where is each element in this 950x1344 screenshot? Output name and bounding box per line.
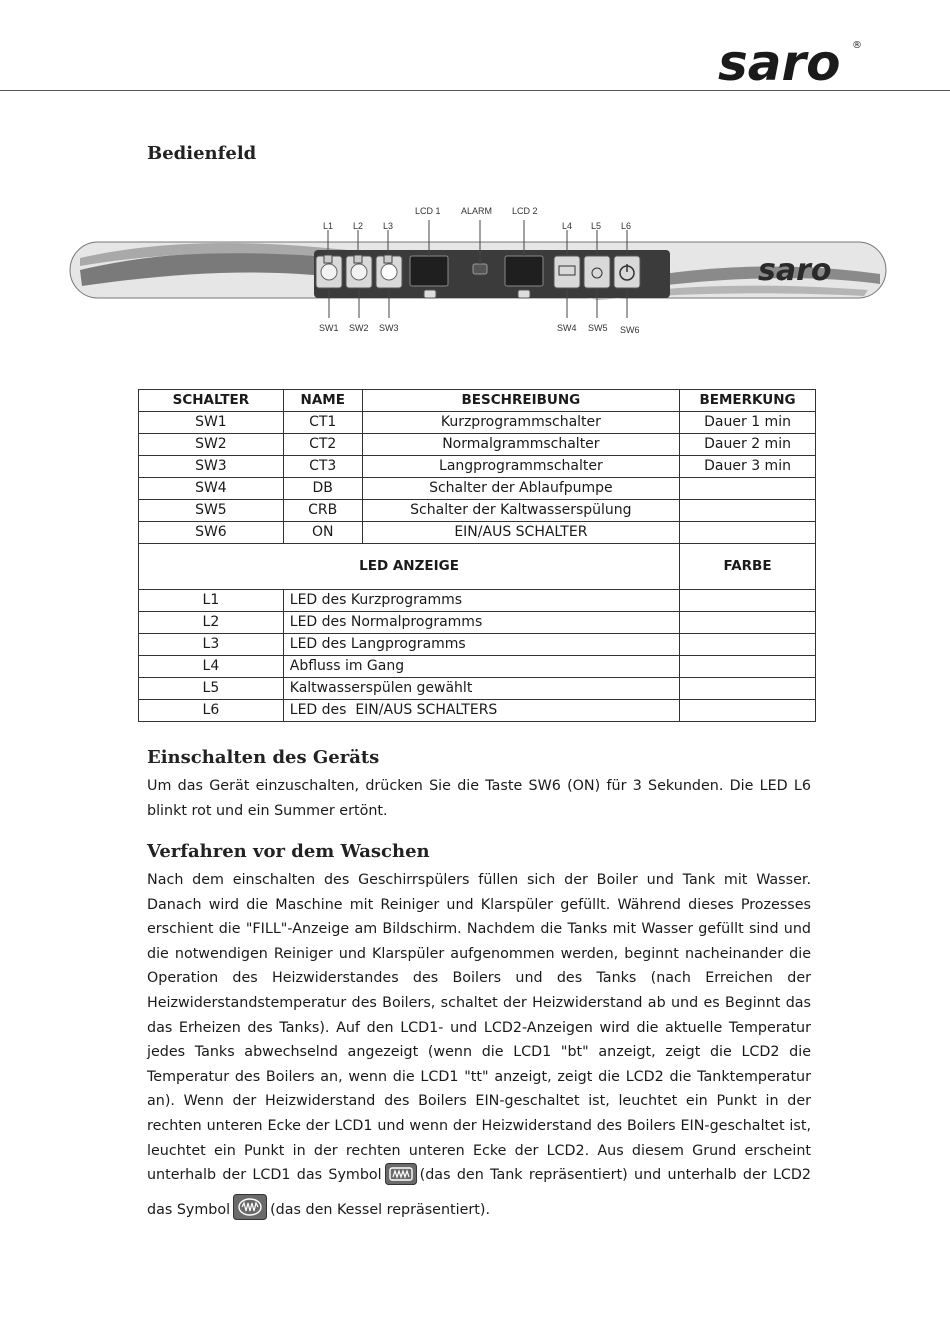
label-alarm: ALARM [461,206,493,216]
cell-bemerkung: Dauer 1 min [680,412,816,434]
cell-led-desc: LED des Normalprogramms [283,612,679,634]
cell-led-id: L4 [139,656,284,678]
label-l2: L2 [353,221,364,231]
header-farbe: FARBE [680,544,816,590]
header-bemerkung: BEMERKUNG [680,390,816,412]
label-l5: L5 [591,221,602,231]
verfahren-text-2: (das den Tank repräsentiert) und unterhalb der LCD2 das Symbol [147,1167,811,1218]
cell-led-id: L5 [139,678,284,700]
cell-bemerkung [680,478,816,500]
label-l1: L1 [323,221,334,231]
panel-brand: saro [758,253,832,288]
registered-mark: ® [852,40,862,51]
cell-name: DB [283,478,362,500]
cell-name: CRB [283,500,362,522]
cell-beschreibung: EIN/AUS SCHALTER [362,522,679,544]
label-lcd1: LCD 1 [415,206,441,216]
cell-led-id: L2 [139,612,284,634]
table-row [139,522,816,544]
label-l4: L4 [562,221,573,231]
cell-name: ON [283,522,362,544]
verfahren-paragraph [147,868,811,1228]
cell-led-id: L1 [139,590,284,612]
cell-led-desc: LED des Kurzprogramms [283,590,679,612]
led-row [139,590,816,612]
section-title-einschalten: Einschalten des Geräts [147,747,380,768]
header-led-anzeige: LED ANZEIGE [139,544,680,590]
cell-schalter: SW6 [139,522,284,544]
verfahren-text-3: (das den Kessel repräsentiert). [270,1201,491,1218]
cell-beschreibung: Schalter der Kaltwasserspülung [362,500,679,522]
cell-led-desc: LED des Langprogramms [283,634,679,656]
cell-led-desc: LED des EIN/AUS SCHALTERS [283,700,679,722]
cell-name: CT3 [283,456,362,478]
cell-schalter: SW4 [139,478,284,500]
led-row [139,700,816,722]
label-l6: L6 [621,221,632,231]
table-row [139,412,816,434]
cell-schalter: SW1 [139,412,284,434]
cell-bemerkung: Dauer 2 min [680,434,816,456]
table-header-row [139,390,816,412]
led-header-row [139,544,816,590]
cell-led-color [680,656,816,678]
cell-schalter: SW2 [139,434,284,456]
cell-led-id: L6 [139,700,284,722]
cell-led-color [680,590,816,612]
table-row [139,500,816,522]
section-title-verfahren: Verfahren vor dem Waschen [147,841,430,862]
control-panel-diagram [68,200,890,345]
label-sw3: SW3 [379,323,399,333]
cell-led-color [680,700,816,722]
einschalten-paragraph: Um das Gerät einzuschalten, drücken Sie die Taste SW6 (ON) für 3 Sekunden. Die LED L6 blinkt rot und ein Summer ertönt. [147,778,811,819]
cell-bemerkung [680,522,816,544]
label-sw2: SW2 [349,323,369,333]
table-row [139,478,816,500]
tank-heater-icon [385,1163,417,1194]
cell-schalter: SW3 [139,456,284,478]
saro-logo-text: saro [718,34,841,86]
cell-beschreibung: Kurzprogrammschalter [362,412,679,434]
cell-led-color [680,634,816,656]
header-divider [0,90,950,91]
cell-led-desc: Kaltwasserspülen gewählt [283,678,679,700]
cell-led-id: L3 [139,634,284,656]
led-row [139,678,816,700]
header-schalter: SCHALTER [139,390,284,412]
cell-bemerkung: Dauer 3 min [680,456,816,478]
cell-led-color [680,612,816,634]
switch-table [138,389,816,722]
header-name: NAME [283,390,362,412]
cell-name: CT2 [283,434,362,456]
label-sw4: SW4 [557,323,577,333]
boiler-heater-icon [233,1194,267,1229]
cell-led-desc: Abfluss im Gang [283,656,679,678]
label-sw6: SW6 [620,325,640,335]
saro-logo [718,30,866,86]
table-row [139,434,816,456]
header-beschreibung: BESCHREIBUNG [362,390,679,412]
led-row [139,656,816,678]
led-row [139,634,816,656]
table-row [139,456,816,478]
cell-beschreibung: Langprogrammschalter [362,456,679,478]
verfahren-text-1: Nach dem einschalten des Geschirrspülers füllen sich der Boiler und Tank mit Wasser. Danach wird die Maschine mit Reiniger und Klarspüler gefüllt. Während dieses Prozesses erschient die "FILL"-Anzeige am Bildschirm. Nachdem die Tanks mit Wasser gefüllt sind und die notwendigen Reiniger und Klarspüler aufgenommen werden, beginnt nacheinander die Operation des Heizwiderstandes des Boilers und des Tanks (nach Erreichen der Heizwiderstandstemperatur des Boilers, schaltet der Heizwiderstand ab und es Beginnt das das Erheizen des Tanks). Auf den LCD1- und LCD2-Anzeigen wird die aktuelle Temperatur jedes Tanks abwechselnd angezeigt (wenn die LCD1 "bt" anzeigt, zeigt die LCD2 die Temperatur des Boilers an, wenn die LCD1 "tt" anzeigt, zeigt die LCD2 die Tanktemperatur an). Wenn der Heizwiderstand des Boilers EIN-geschaltet ist, leuchtet ein Punkt in der rechten unteren Ecke der LCD1 und wenn der Heizwiderstand des Boilers EIN-geschaltet ist, leuchtet ein Punkt in der rechten unteren Ecke der LCD2. Aus diesem Grund erscheint unterhalb der LCD1 das Symbol [147,872,811,1184]
label-sw1: SW1 [319,323,339,333]
label-sw5: SW5 [588,323,608,333]
led-row [139,612,816,634]
cell-bemerkung [680,500,816,522]
label-l3: L3 [383,221,394,231]
cell-name: CT1 [283,412,362,434]
cell-schalter: SW5 [139,500,284,522]
section-title-bedienfeld: Bedienfeld [147,143,257,164]
cell-led-color [680,678,816,700]
cell-beschreibung: Schalter der Ablaufpumpe [362,478,679,500]
label-lcd2: LCD 2 [512,206,538,216]
cell-beschreibung: Normalgrammschalter [362,434,679,456]
